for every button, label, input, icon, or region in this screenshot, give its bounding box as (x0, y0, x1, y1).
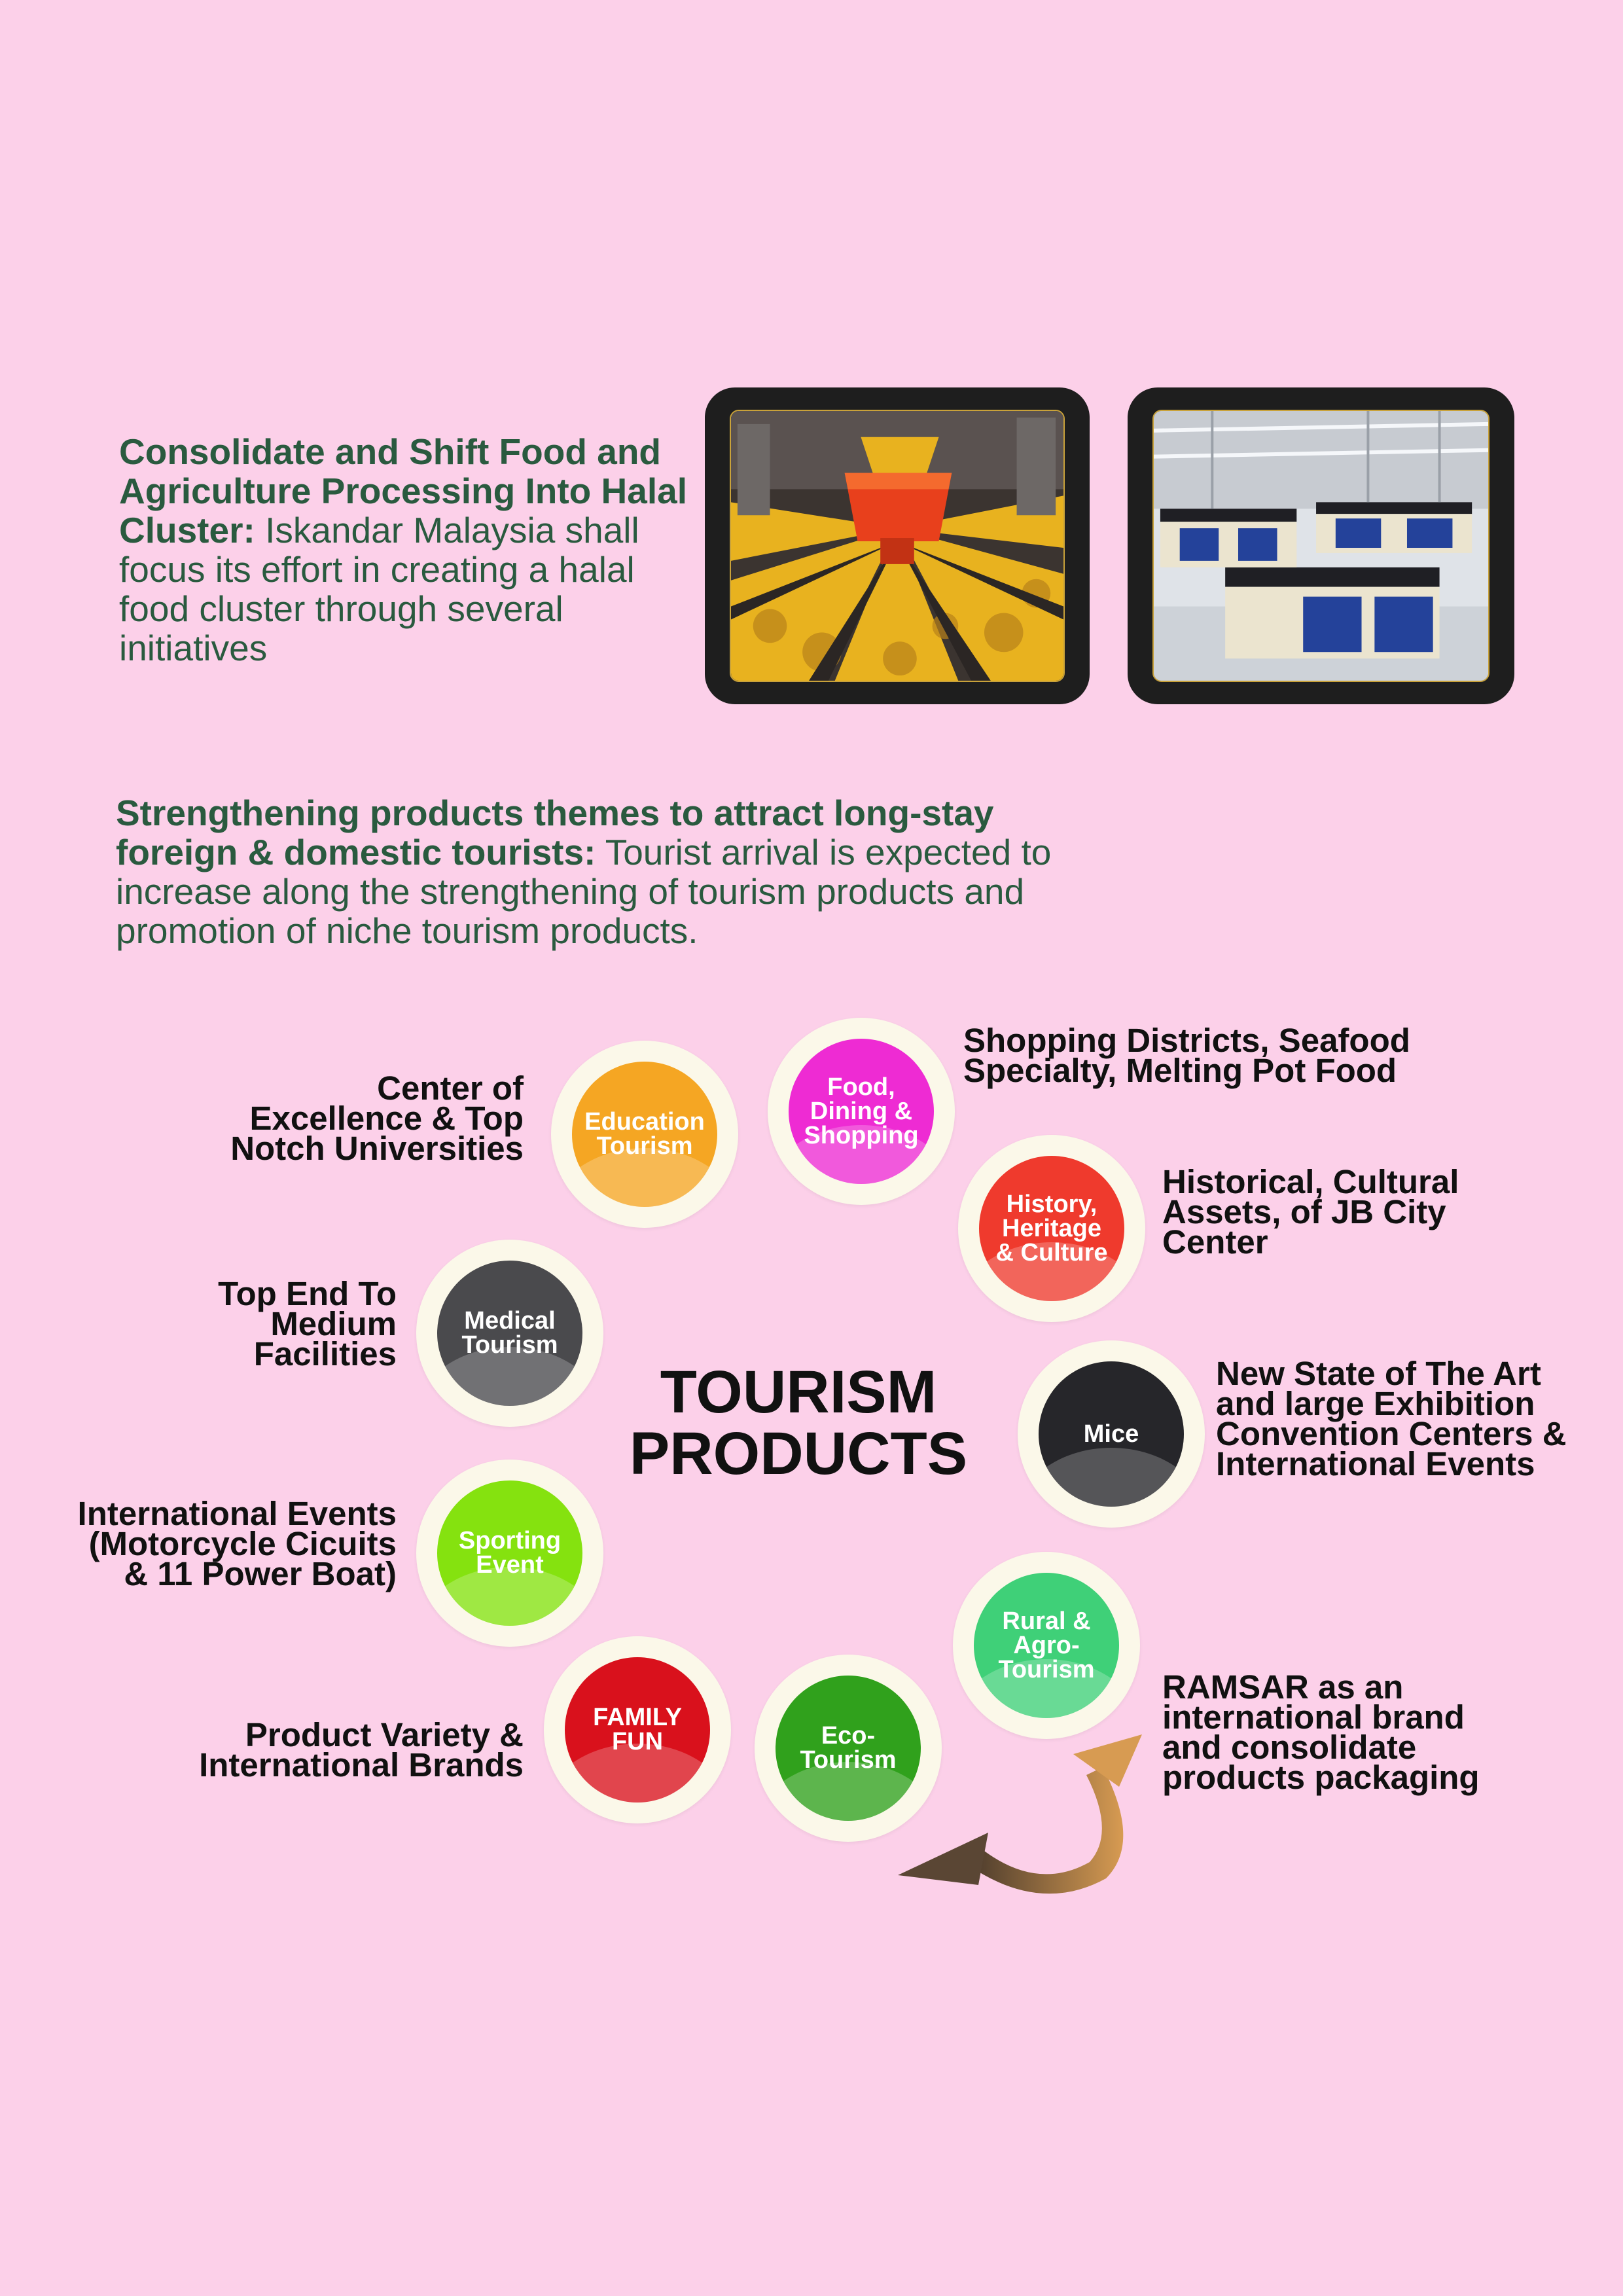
bubble-label: Sporting Event (458, 1527, 562, 1579)
bubble-label: Education Tourism (584, 1108, 705, 1160)
food-machine-image (731, 411, 1063, 681)
tourism-products-title (609, 1359, 988, 1487)
bubble-label: History, Heritage & Culture (995, 1190, 1108, 1266)
halal-food-processing-photo (705, 387, 1090, 704)
bubble-sporting-event-fill (437, 1480, 582, 1626)
bubble-label: Mice (1083, 1420, 1139, 1448)
bubble-family-fun (544, 1636, 731, 1823)
bubble-family-fun-fill (565, 1657, 710, 1803)
bubble-medical-tourism (416, 1240, 603, 1427)
bubble-eco-tourism-fill (776, 1676, 921, 1821)
bubble-history-heritage-culture (958, 1135, 1145, 1322)
tourism-intro-paragraph (116, 793, 1111, 950)
desc-sporting-event: International Events (Motorcycle Cicuits & 11 Power Boat) (77, 1495, 397, 1592)
bubble-label: FAMILY FUN (593, 1704, 682, 1755)
tourism-intro-heading: Strengthening products themes to attract long-stay foreign & domestic tourists: (116, 793, 994, 872)
desc-medical-tourism: Top End To Medium Facilities (218, 1275, 397, 1372)
bubble-food-dining-shopping (768, 1018, 955, 1205)
desc-education-tourism: Center of Excellence & Top Notch Universities (230, 1069, 524, 1167)
bubble-label: Medical Tourism (461, 1307, 558, 1359)
bubble-label: Eco-Tourism (800, 1722, 897, 1774)
bubble-mice (1018, 1340, 1205, 1528)
halal-cluster-heading: Consolidate and Shift Food and Agriculture Processing Into Halal Cluster: (119, 431, 687, 550)
tourism-products-title-line2: PRODUCTS (629, 1420, 968, 1487)
desc-food-dining-shopping: Shopping Districts, Seafood Specialty, Melting Pot Food (963, 1022, 1410, 1089)
bubble-food-dining-shopping-fill (789, 1039, 934, 1184)
laboratory-photo (1128, 387, 1514, 704)
bubble-education-tourism (551, 1041, 738, 1228)
bubble-label: Rural & Agro-Tourism (998, 1607, 1095, 1683)
bubble-mice-fill (1039, 1361, 1184, 1507)
desc-rural-agro-tourism: RAMSAR as an international brand and consolidate products packaging (1162, 1668, 1480, 1796)
laboratory-image (1154, 411, 1488, 681)
desc-mice: New State of The Art and large Exhibition Convention Centers & International Events (1216, 1355, 1567, 1482)
bubble-label: Food, Dining & Shopping (804, 1073, 919, 1149)
tourism-products-title-line1: TOURISM (660, 1359, 937, 1426)
desc-history-heritage-culture: Historical, Cultural Assets, of JB City Center (1162, 1163, 1459, 1261)
tourism-intro-body: Tourist arrival is expected to increase along the strengthening of tourism products and promotion of niche tourism products. (116, 832, 1052, 951)
desc-family-fun: Product Variety & International Brands (199, 1716, 524, 1784)
bubble-sporting-event (416, 1460, 603, 1647)
halal-cluster-paragraph (119, 432, 695, 668)
halal-cluster-body: Iskandar Malaysia shall focus its effort in creating a halal food cluster through several initiatives (119, 510, 639, 668)
bubble-rural-agro-tourism-fill (974, 1573, 1119, 1718)
bubble-history-heritage-culture-fill (979, 1156, 1124, 1301)
bubble-eco-tourism (755, 1655, 942, 1842)
bubble-education-tourism-fill (572, 1062, 717, 1207)
bubble-rural-agro-tourism (953, 1552, 1140, 1739)
bubble-medical-tourism-fill (437, 1261, 582, 1406)
